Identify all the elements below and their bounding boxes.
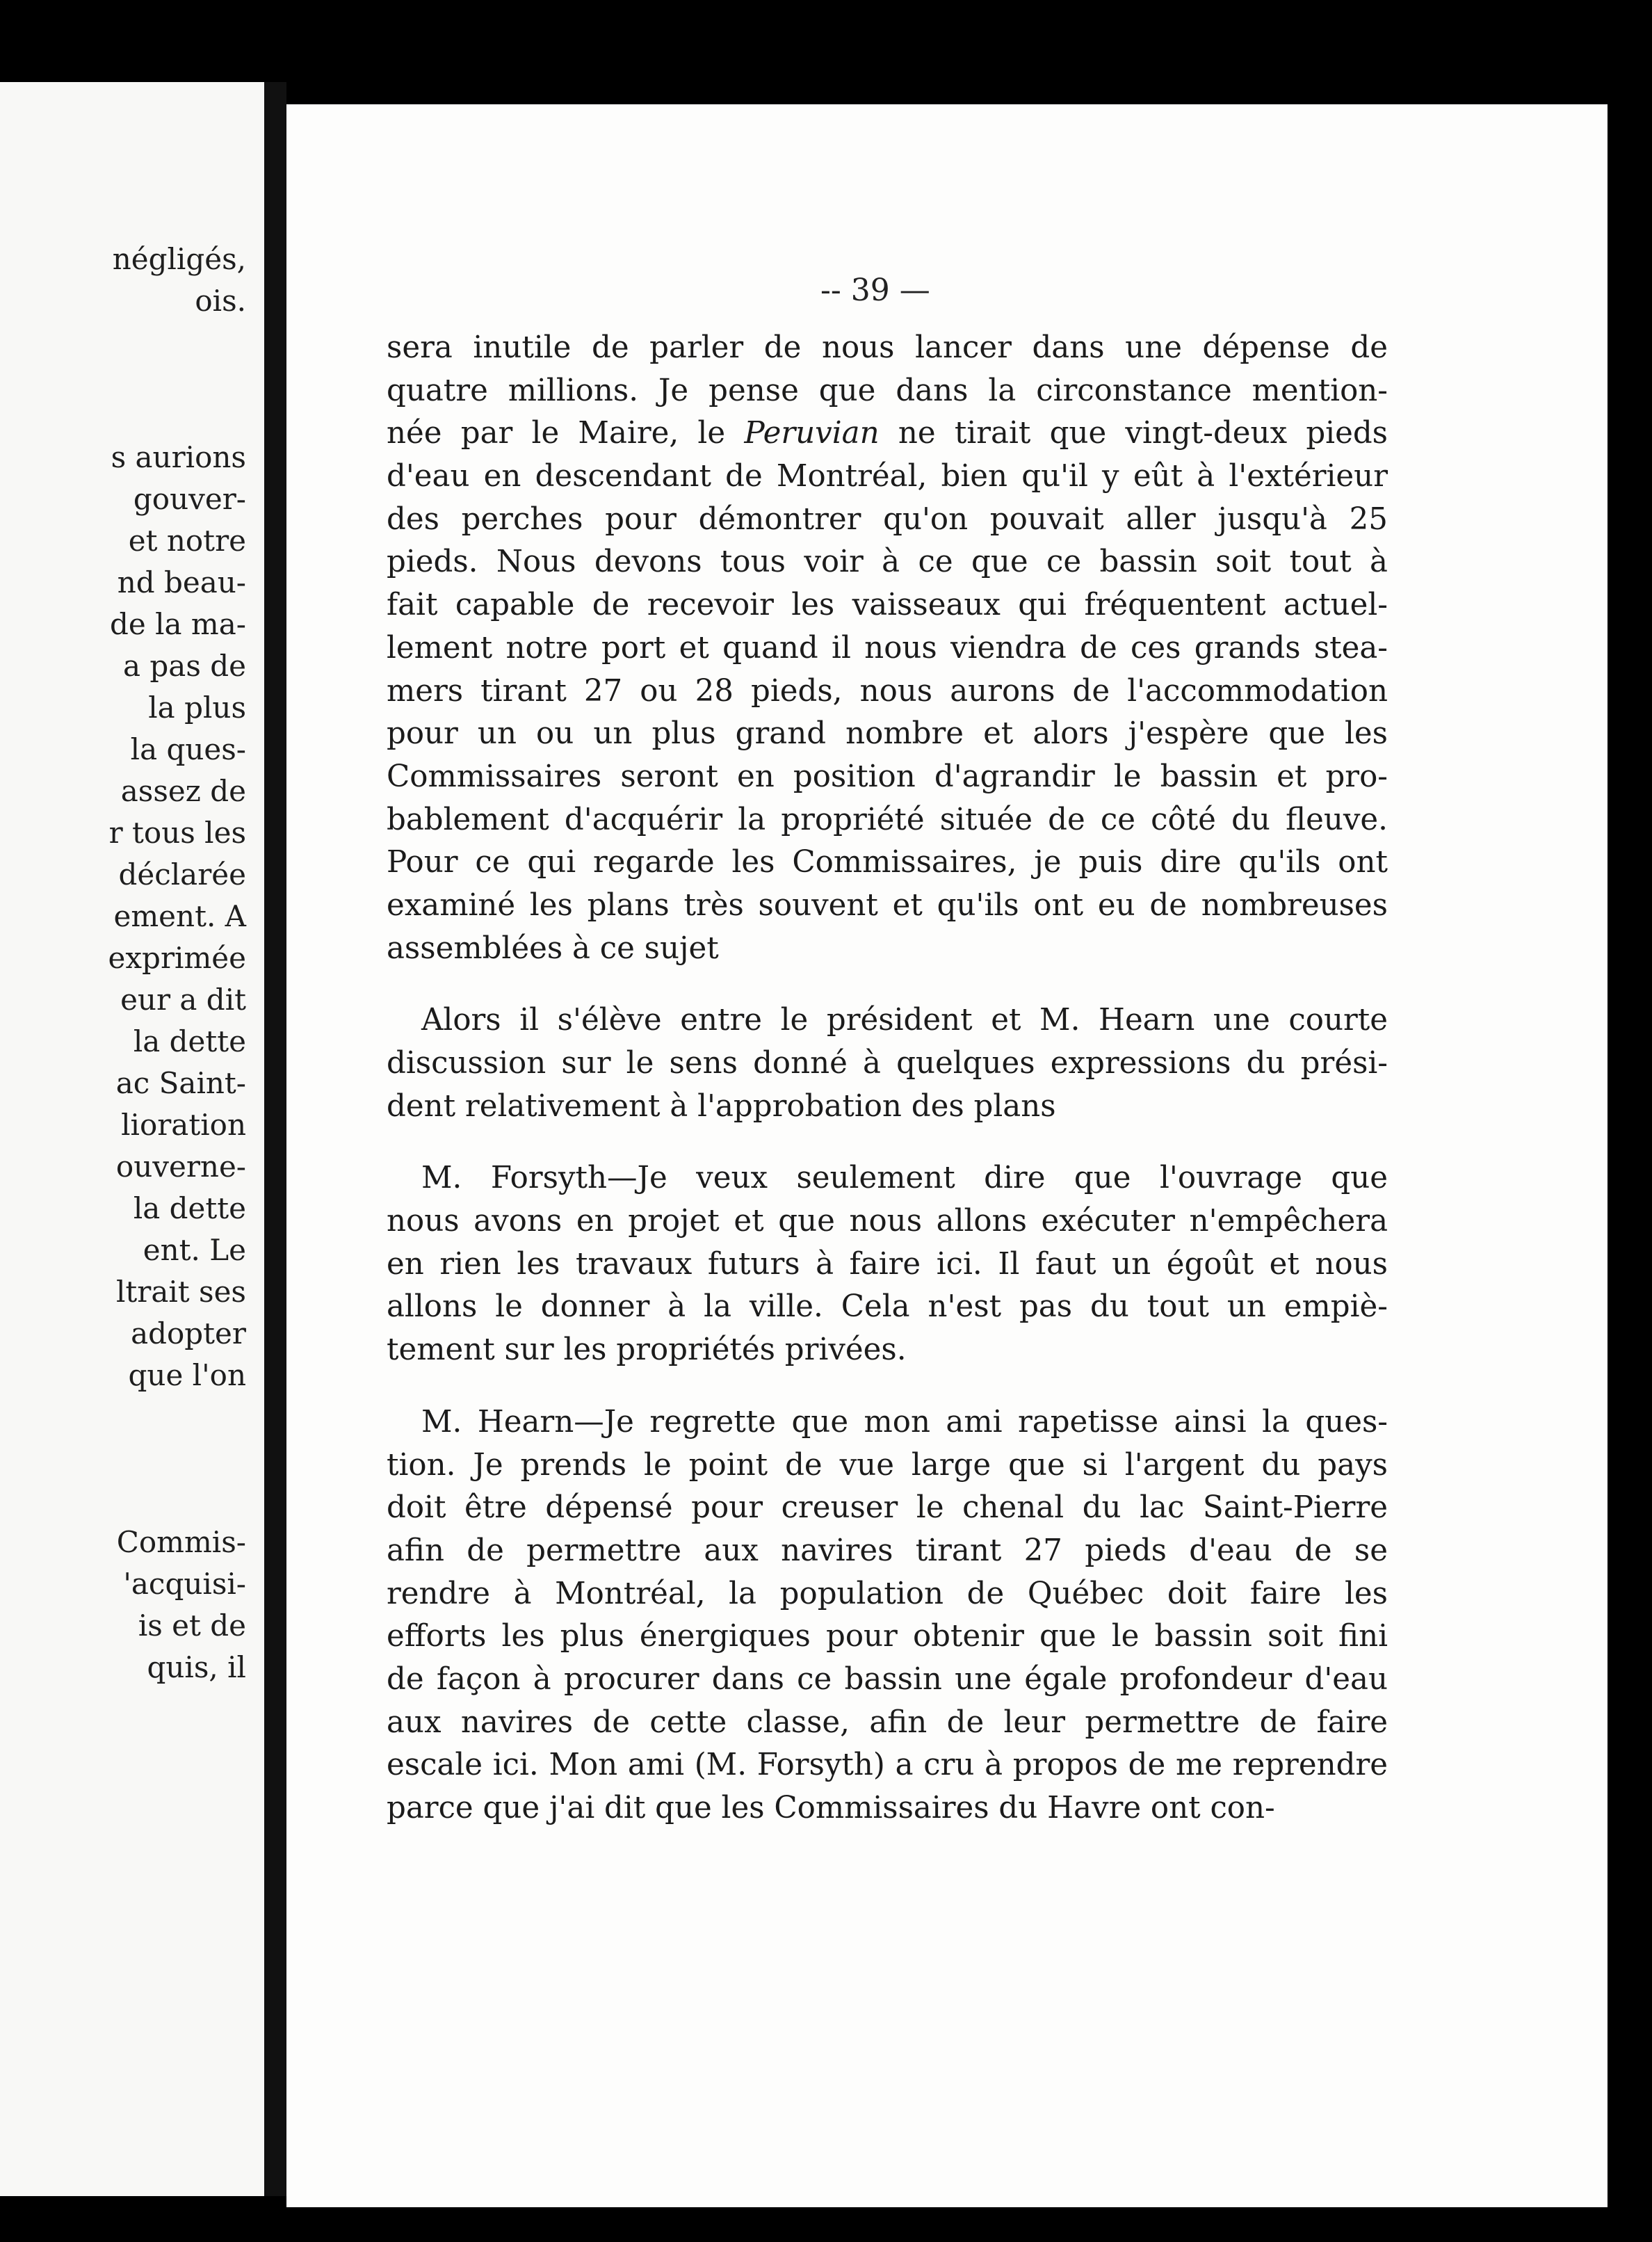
left-page-line: ac Saint- bbox=[115, 1066, 246, 1100]
paragraph bbox=[387, 1401, 1388, 1830]
text-line: fait capable de recevoir les vaisseaux qui fréquentent actuel- bbox=[387, 588, 1388, 623]
left-page-line: 'acquisi- bbox=[123, 1567, 246, 1601]
text-line: dent relativement à l'approbation des plans bbox=[387, 1088, 1056, 1124]
left-page-line: Commis- bbox=[116, 1525, 246, 1559]
page-number: -- 39 — bbox=[820, 273, 930, 308]
text-line: de façon à procurer dans ce bassin une égale profondeur d'eau bbox=[387, 1661, 1388, 1697]
left-page-line: is et de bbox=[138, 1608, 246, 1643]
text-line: en rien les travaux futurs à faire ici. Il faut un égoût et nous bbox=[387, 1246, 1388, 1282]
left-page-line: gouver- bbox=[133, 482, 246, 516]
text-line: doit être dépensé pour creuser le chenal du lac Saint-Pierre bbox=[387, 1490, 1388, 1526]
text-line: quatre millions. Je pense que dans la circonstance mention- bbox=[387, 373, 1388, 408]
left-page-line: la dette bbox=[133, 1024, 246, 1058]
text-line: nous avons en projet et que nous allons exécuter n'empêchera bbox=[387, 1204, 1388, 1239]
text-line: sera inutile de parler de nous lancer dans une dépense de bbox=[387, 330, 1388, 365]
left-page-line: que l'on bbox=[128, 1358, 246, 1392]
paragraph bbox=[387, 999, 1388, 1128]
book-gutter bbox=[264, 82, 286, 2196]
left-page-line: eur a dit bbox=[120, 983, 246, 1017]
text-line bbox=[387, 412, 1388, 455]
left-page-line: a pas de bbox=[123, 649, 246, 683]
text-line: d'eau en descendant de Montréal, bien qu'il y eût à l'extérieur bbox=[387, 459, 1388, 494]
left-page-line: exprimée bbox=[108, 941, 246, 975]
left-page-line: ois. bbox=[195, 284, 246, 318]
left-page-line: adopter bbox=[131, 1316, 246, 1350]
text-line: tement sur les propriétés privées. bbox=[387, 1332, 907, 1368]
left-page-line: ement. A bbox=[113, 899, 246, 933]
left-page-line: déclarée bbox=[118, 857, 246, 892]
text-line: aux navires de cette classe, afin de leur permettre de faire bbox=[387, 1704, 1388, 1740]
left-page-line: la plus bbox=[148, 691, 246, 725]
text-line: tion. Je prends le point de vue large que si l'argent du pays bbox=[387, 1447, 1388, 1483]
left-page-line: quis, il bbox=[147, 1650, 246, 1684]
left-page-line: ent. Le bbox=[143, 1233, 246, 1267]
text-line: parce que j'ai dit que les Commissaires du Havre ont con- bbox=[387, 1791, 1275, 1825]
text-line: lement notre port et quand il nous viendra de ces grands stea- bbox=[387, 630, 1388, 666]
left-page-line: la dette bbox=[133, 1191, 246, 1225]
paragraph bbox=[387, 327, 1388, 970]
text-line: rendre à Montréal, la population de Québec doit faire les bbox=[387, 1576, 1388, 1611]
text-line: discussion sur le sens donné à quelques expressions du prési- bbox=[387, 1046, 1388, 1081]
left-page-line: nd beau- bbox=[117, 565, 246, 599]
text-line: escale ici. Mon ami (M. Forsyth) a cru à propos de me reprendre bbox=[387, 1748, 1388, 1783]
left-page-fragment bbox=[0, 82, 264, 2196]
paragraph bbox=[387, 1157, 1388, 1371]
text-line: Commissaires seront en position d'agrandir le bassin et pro- bbox=[387, 759, 1388, 794]
text-line: allons le donner à la ville. Cela n'est pas du tout un empiè- bbox=[387, 1289, 1388, 1325]
text-line: M. Hearn—Je regrette que mon ami rapetisse ainsi la ques- bbox=[421, 1404, 1388, 1439]
text-line: Pour ce qui regarde les Commissaires, je puis dire qu'ils ont bbox=[387, 845, 1388, 880]
text-line: assemblées à ce sujet bbox=[387, 930, 719, 966]
text-line: pour un ou un plus grand nombre et alors j'espère que les bbox=[387, 716, 1388, 752]
left-page-line: lioration bbox=[121, 1108, 246, 1142]
text-fragment: née par le Maire, le bbox=[387, 416, 745, 451]
left-page-line: r tous les bbox=[108, 816, 246, 850]
left-page-line: de la ma- bbox=[110, 607, 246, 641]
text-line: Alors il s'élève entre le président et M. Hearn une courte bbox=[421, 1003, 1388, 1038]
left-page-line: ouverne- bbox=[115, 1150, 246, 1184]
left-page-line: s aurions bbox=[111, 440, 246, 474]
ship-name-italic: Peruvian bbox=[744, 416, 880, 451]
text-line: examiné les plans très souvent et qu'ils ont eu de nombreuses bbox=[387, 887, 1388, 923]
text-line: bablement d'acquérir la propriété située de ce côté du fleuve. bbox=[387, 802, 1388, 837]
left-page-line: la ques- bbox=[130, 732, 246, 766]
text-line: mers tirant 27 ou 28 pieds, nous aurons de l'accommodation bbox=[387, 673, 1388, 709]
text-line: afin de permettre aux navires tirant 27 pieds d'eau de se bbox=[387, 1533, 1388, 1568]
text-fragment: ne tirait que vingt-deux pieds bbox=[879, 416, 1388, 451]
text-line: efforts les plus énergiques pour obtenir que le bassin soit fini bbox=[387, 1619, 1388, 1654]
page-body-text bbox=[387, 327, 1388, 1830]
text-line: des perches pour démontrer qu'on pouvait aller jusqu'à 25 bbox=[387, 501, 1388, 537]
left-page-line: négligés, bbox=[112, 242, 246, 276]
text-line: pieds. Nous devons tous voir à ce que ce bassin soit tout à bbox=[387, 545, 1388, 580]
left-page-line: ltrait ses bbox=[115, 1275, 246, 1309]
text-line: M. Forsyth—Je veux seulement dire que l'ouvrage que bbox=[421, 1161, 1388, 1196]
left-page-line: et notre bbox=[128, 524, 246, 558]
left-page-line: assez de bbox=[120, 774, 246, 808]
